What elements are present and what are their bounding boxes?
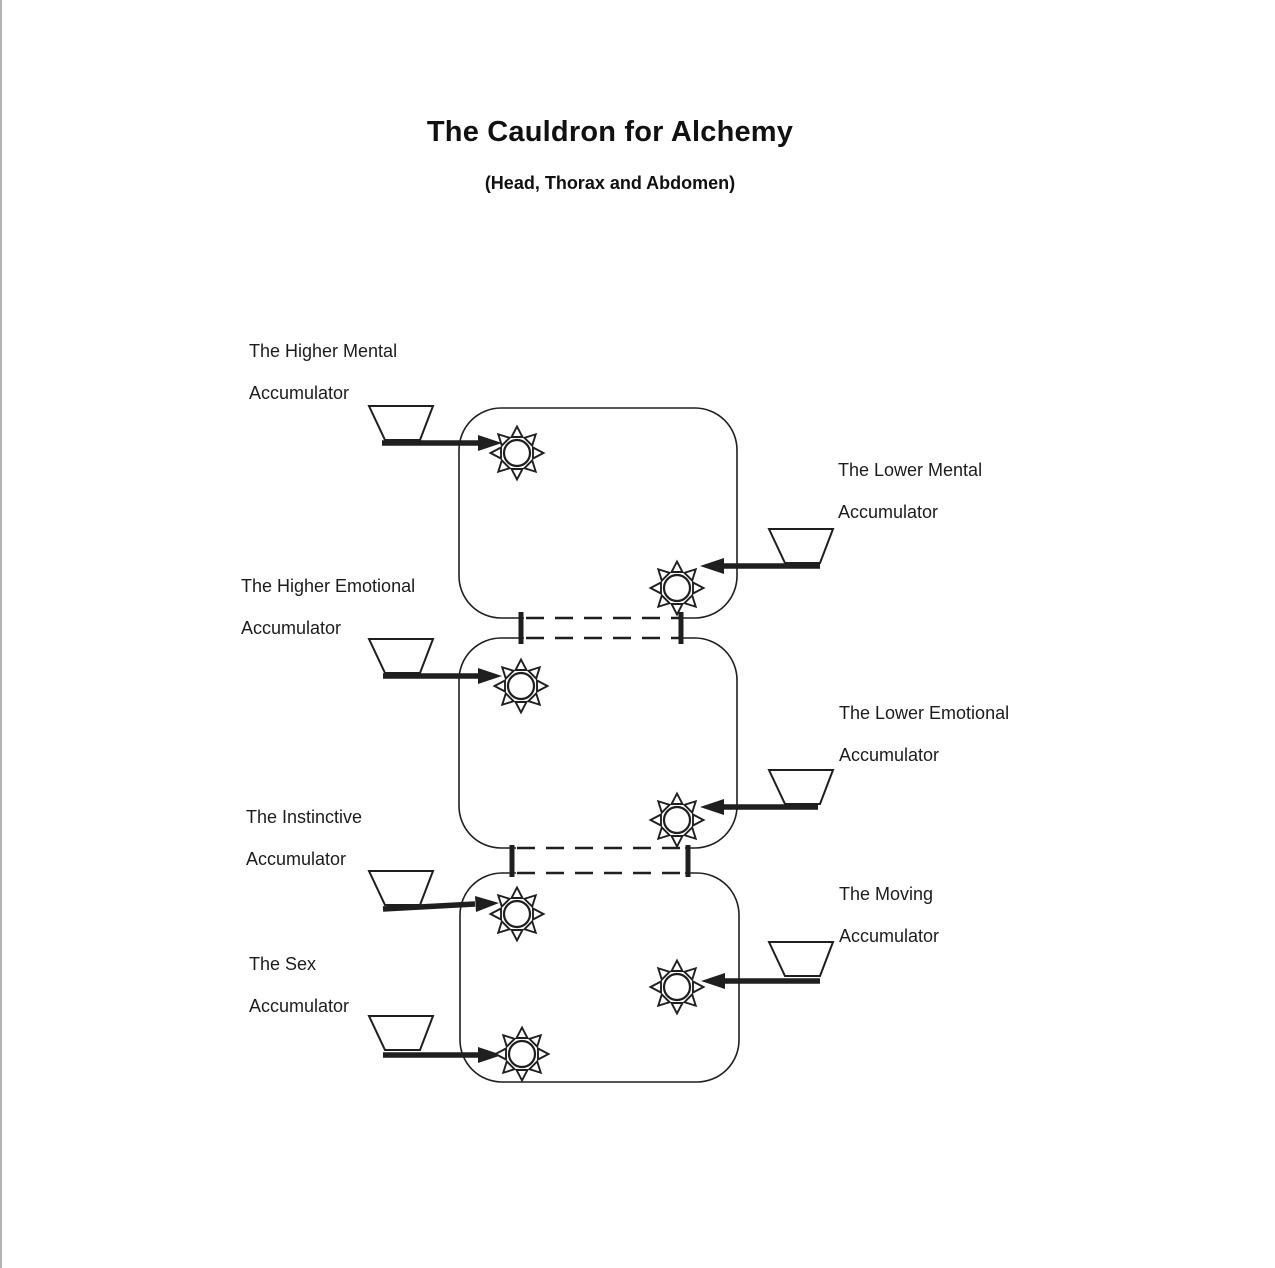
flow-instinctive xyxy=(369,871,544,941)
label-line: The Higher Emotional xyxy=(241,576,416,596)
flow-moving xyxy=(651,942,834,1014)
sun-icon xyxy=(651,794,704,847)
label-higher-emotional-accumulator xyxy=(241,577,415,637)
label-line: The Sex xyxy=(249,954,317,974)
label-line: The Moving xyxy=(839,884,934,904)
flow-sex xyxy=(369,1016,549,1081)
label-line: Accumulator xyxy=(839,745,940,765)
label-line: The Lower Emotional xyxy=(839,703,1010,723)
head-thorax-connector xyxy=(521,610,681,646)
label-line: Accumulator xyxy=(249,996,350,1016)
sun-icon xyxy=(496,1028,549,1081)
funnel-icon xyxy=(369,1016,433,1050)
label-line: Accumulator xyxy=(249,383,350,403)
funnel-icon xyxy=(369,406,433,440)
funnel-icon xyxy=(369,639,433,673)
label-moving-accumulator xyxy=(839,885,939,945)
label-higher-mental-accumulator xyxy=(249,342,397,402)
funnel-icon xyxy=(369,871,433,905)
sun-icon xyxy=(491,888,544,941)
label-line: Accumulator xyxy=(838,502,939,522)
flow-lower-mental xyxy=(651,529,834,615)
label-lower-mental-accumulator xyxy=(838,461,982,521)
thorax-abdomen-connector xyxy=(512,841,688,879)
label-instinctive-accumulator xyxy=(246,808,362,868)
flow-higher-mental xyxy=(369,406,544,480)
label-line: The Higher Mental xyxy=(249,341,398,361)
label-line: Accumulator xyxy=(241,618,342,638)
sun-icon xyxy=(491,427,544,480)
sun-icon xyxy=(651,562,704,615)
flow-lower-emotional xyxy=(651,770,834,847)
sun-icon xyxy=(495,660,548,713)
label-line: The Lower Mental xyxy=(838,460,983,480)
label-sex-accumulator xyxy=(249,955,349,1015)
page-title: The Cauldron for Alchemy xyxy=(426,116,794,148)
label-lower-emotional-accumulator xyxy=(839,704,1009,764)
label-line: Accumulator xyxy=(246,849,347,869)
sun-icon xyxy=(651,961,704,1014)
label-line: The Instinctive xyxy=(246,807,363,827)
funnel-icon xyxy=(769,529,833,563)
label-line: Accumulator xyxy=(839,926,940,946)
page-subtitle: (Head, Thorax and Abdomen) xyxy=(484,173,736,193)
funnel-icon xyxy=(769,942,833,976)
funnel-icon xyxy=(769,770,833,804)
